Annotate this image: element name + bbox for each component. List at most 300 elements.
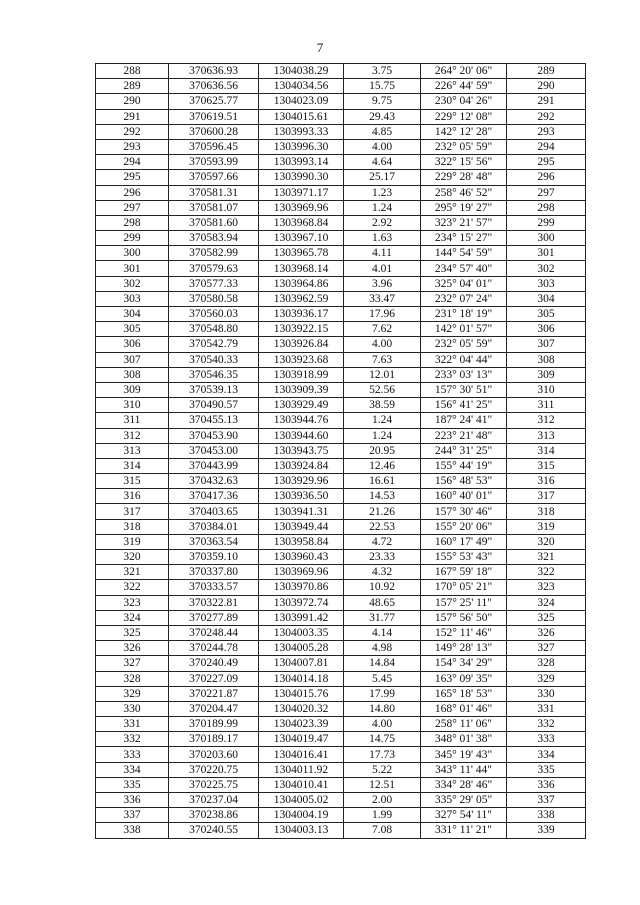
y-coordinate-cell: 1304023.39 [259, 717, 344, 732]
point-from-cell: 310 [96, 398, 169, 413]
x-coordinate-cell: 370443.99 [169, 458, 259, 473]
table-row [96, 565, 586, 580]
bearing-cell: 323° 21' 57" [421, 215, 507, 230]
table-row [96, 276, 586, 291]
point-to-cell: 327 [507, 641, 586, 656]
point-from-cell: 326 [96, 641, 169, 656]
table-row [96, 155, 586, 170]
point-to-cell: 315 [507, 458, 586, 473]
table-row [96, 656, 586, 671]
table-row [96, 322, 586, 337]
distance-cell: 17.96 [344, 307, 421, 322]
y-coordinate-cell: 1303923.68 [259, 352, 344, 367]
x-coordinate-cell: 370560.03 [169, 307, 259, 322]
bearing-cell: 229° 12' 08" [421, 109, 507, 124]
distance-cell: 4.64 [344, 155, 421, 170]
page-number: 7 [316, 40, 324, 55]
distance-cell: 14.84 [344, 656, 421, 671]
bearing-cell: 334° 28' 46" [421, 777, 507, 792]
y-coordinate-cell: 1303996.30 [259, 139, 344, 154]
table-row [96, 777, 586, 792]
y-coordinate-cell: 1304019.47 [259, 732, 344, 747]
point-from-cell: 295 [96, 170, 169, 185]
coordinates-table [95, 63, 586, 839]
distance-cell: 4.01 [344, 261, 421, 276]
point-from-cell: 303 [96, 291, 169, 306]
bearing-cell: 168° 01' 46" [421, 701, 507, 716]
y-coordinate-cell: 1303941.31 [259, 504, 344, 519]
x-coordinate-cell: 370581.31 [169, 185, 259, 200]
bearing-cell: 234° 57' 40" [421, 261, 507, 276]
point-from-cell: 296 [96, 185, 169, 200]
bearing-cell: 142° 12' 28" [421, 124, 507, 139]
bearing-cell: 163° 09' 35" [421, 671, 507, 686]
point-to-cell: 333 [507, 732, 586, 747]
distance-cell: 14.80 [344, 701, 421, 716]
x-coordinate-cell: 370337.80 [169, 565, 259, 580]
y-coordinate-cell: 1303944.76 [259, 413, 344, 428]
table-body [96, 64, 586, 839]
table-row [96, 337, 586, 352]
table-row [96, 261, 586, 276]
point-to-cell: 291 [507, 94, 586, 109]
distance-cell: 1.63 [344, 231, 421, 246]
y-coordinate-cell: 1303991.42 [259, 610, 344, 625]
point-from-cell: 329 [96, 686, 169, 701]
y-coordinate-cell: 1303926.84 [259, 337, 344, 352]
x-coordinate-cell: 370244.78 [169, 641, 259, 656]
point-from-cell: 317 [96, 504, 169, 519]
point-from-cell: 324 [96, 610, 169, 625]
point-from-cell: 291 [96, 109, 169, 124]
x-coordinate-cell: 370597.66 [169, 170, 259, 185]
x-coordinate-cell: 370625.77 [169, 94, 259, 109]
x-coordinate-cell: 370333.57 [169, 580, 259, 595]
distance-cell: 4.72 [344, 534, 421, 549]
x-coordinate-cell: 370619.51 [169, 109, 259, 124]
bearing-cell: 234° 15' 27" [421, 231, 507, 246]
point-from-cell: 288 [96, 64, 169, 79]
table-row [96, 762, 586, 777]
point-to-cell: 318 [507, 504, 586, 519]
point-to-cell: 314 [507, 443, 586, 458]
bearing-cell: 144° 54' 59" [421, 246, 507, 261]
distance-cell: 38.59 [344, 398, 421, 413]
bearing-cell: 157° 25' 11" [421, 595, 507, 610]
bearing-cell: 331° 11' 21" [421, 823, 507, 838]
table-row [96, 109, 586, 124]
x-coordinate-cell: 370579.63 [169, 261, 259, 276]
point-to-cell: 313 [507, 428, 586, 443]
table-row [96, 170, 586, 185]
x-coordinate-cell: 370189.99 [169, 717, 259, 732]
distance-cell: 1.24 [344, 413, 421, 428]
bearing-cell: 258° 46' 52" [421, 185, 507, 200]
distance-cell: 7.62 [344, 322, 421, 337]
distance-cell: 20.95 [344, 443, 421, 458]
table-row [96, 413, 586, 428]
table-row [96, 686, 586, 701]
y-coordinate-cell: 1303965.78 [259, 246, 344, 261]
y-coordinate-cell: 1304034.56 [259, 79, 344, 94]
point-from-cell: 336 [96, 793, 169, 808]
distance-cell: 9.75 [344, 94, 421, 109]
point-to-cell: 310 [507, 382, 586, 397]
distance-cell: 1.99 [344, 808, 421, 823]
point-to-cell: 337 [507, 793, 586, 808]
bearing-cell: 155° 20' 06" [421, 519, 507, 534]
table-row [96, 519, 586, 534]
point-to-cell: 292 [507, 109, 586, 124]
x-coordinate-cell: 370636.56 [169, 79, 259, 94]
distance-cell: 31.77 [344, 610, 421, 625]
y-coordinate-cell: 1303936.50 [259, 489, 344, 504]
y-coordinate-cell: 1304015.61 [259, 109, 344, 124]
y-coordinate-cell: 1303967.10 [259, 231, 344, 246]
y-coordinate-cell: 1304014.18 [259, 671, 344, 686]
distance-cell: 22.53 [344, 519, 421, 534]
table-row [96, 124, 586, 139]
distance-cell: 5.45 [344, 671, 421, 686]
point-from-cell: 308 [96, 367, 169, 382]
distance-cell: 2.92 [344, 215, 421, 230]
distance-cell: 2.00 [344, 793, 421, 808]
distance-cell: 12.51 [344, 777, 421, 792]
bearing-cell: 165° 18' 53" [421, 686, 507, 701]
table-row [96, 595, 586, 610]
table-row [96, 808, 586, 823]
y-coordinate-cell: 1303970.86 [259, 580, 344, 595]
x-coordinate-cell: 370225.75 [169, 777, 259, 792]
bearing-cell: 226° 44' 59" [421, 79, 507, 94]
distance-cell: 33.47 [344, 291, 421, 306]
point-from-cell: 306 [96, 337, 169, 352]
x-coordinate-cell: 370220.75 [169, 762, 259, 777]
distance-cell: 12.01 [344, 367, 421, 382]
distance-cell: 14.53 [344, 489, 421, 504]
table-row [96, 580, 586, 595]
table-row [96, 398, 586, 413]
table-row [96, 246, 586, 261]
table-row [96, 428, 586, 443]
distance-cell: 4.14 [344, 625, 421, 640]
bearing-cell: 322° 15' 56" [421, 155, 507, 170]
point-to-cell: 289 [507, 64, 586, 79]
y-coordinate-cell: 1303944.60 [259, 428, 344, 443]
point-to-cell: 309 [507, 367, 586, 382]
distance-cell: 1.23 [344, 185, 421, 200]
distance-cell: 4.32 [344, 565, 421, 580]
point-from-cell: 335 [96, 777, 169, 792]
point-from-cell: 338 [96, 823, 169, 838]
bearing-cell: 170° 05' 21" [421, 580, 507, 595]
point-from-cell: 327 [96, 656, 169, 671]
table-row [96, 367, 586, 382]
table-row [96, 139, 586, 154]
y-coordinate-cell: 1304007.81 [259, 656, 344, 671]
y-coordinate-cell: 1304023.09 [259, 94, 344, 109]
bearing-cell: 327° 54' 11" [421, 808, 507, 823]
x-coordinate-cell: 370203.60 [169, 747, 259, 762]
distance-cell: 25.17 [344, 170, 421, 185]
y-coordinate-cell: 1303993.33 [259, 124, 344, 139]
x-coordinate-cell: 370432.63 [169, 474, 259, 489]
point-from-cell: 304 [96, 307, 169, 322]
x-coordinate-cell: 370455.13 [169, 413, 259, 428]
table-row [96, 231, 586, 246]
point-from-cell: 294 [96, 155, 169, 170]
x-coordinate-cell: 370581.60 [169, 215, 259, 230]
point-to-cell: 317 [507, 489, 586, 504]
distance-cell: 17.73 [344, 747, 421, 762]
table-row [96, 215, 586, 230]
bearing-cell: 348° 01' 38" [421, 732, 507, 747]
bearing-cell: 223° 21' 48" [421, 428, 507, 443]
bearing-cell: 157° 30' 46" [421, 504, 507, 519]
distance-cell: 16.61 [344, 474, 421, 489]
distance-cell: 1.24 [344, 428, 421, 443]
x-coordinate-cell: 370577.33 [169, 276, 259, 291]
table-row [96, 352, 586, 367]
x-coordinate-cell: 370490.57 [169, 398, 259, 413]
point-to-cell: 301 [507, 246, 586, 261]
point-from-cell: 300 [96, 246, 169, 261]
table-row [96, 291, 586, 306]
y-coordinate-cell: 1303969.96 [259, 200, 344, 215]
y-coordinate-cell: 1303962.59 [259, 291, 344, 306]
point-to-cell: 322 [507, 565, 586, 580]
point-to-cell: 316 [507, 474, 586, 489]
table-row [96, 489, 586, 504]
y-coordinate-cell: 1303990.30 [259, 170, 344, 185]
distance-cell: 7.08 [344, 823, 421, 838]
y-coordinate-cell: 1303993.14 [259, 155, 344, 170]
distance-cell: 4.98 [344, 641, 421, 656]
y-coordinate-cell: 1303909.39 [259, 382, 344, 397]
point-to-cell: 307 [507, 337, 586, 352]
bearing-cell: 229° 28' 48" [421, 170, 507, 185]
table-row [96, 307, 586, 322]
distance-cell: 10.92 [344, 580, 421, 595]
distance-cell: 21.26 [344, 504, 421, 519]
point-to-cell: 293 [507, 124, 586, 139]
point-from-cell: 299 [96, 231, 169, 246]
point-from-cell: 325 [96, 625, 169, 640]
point-to-cell: 332 [507, 717, 586, 732]
x-coordinate-cell: 370548.80 [169, 322, 259, 337]
bearing-cell: 244° 31' 25" [421, 443, 507, 458]
point-from-cell: 290 [96, 94, 169, 109]
table-row [96, 671, 586, 686]
x-coordinate-cell: 370322.81 [169, 595, 259, 610]
point-from-cell: 316 [96, 489, 169, 504]
point-from-cell: 289 [96, 79, 169, 94]
point-to-cell: 323 [507, 580, 586, 595]
point-to-cell: 295 [507, 155, 586, 170]
point-from-cell: 298 [96, 215, 169, 230]
bearing-cell: 160° 40' 01" [421, 489, 507, 504]
point-to-cell: 334 [507, 747, 586, 762]
point-from-cell: 334 [96, 762, 169, 777]
point-to-cell: 294 [507, 139, 586, 154]
y-coordinate-cell: 1303924.84 [259, 458, 344, 473]
distance-cell: 4.85 [344, 124, 421, 139]
table-row [96, 550, 586, 565]
point-from-cell: 323 [96, 595, 169, 610]
bearing-cell: 142° 01' 57" [421, 322, 507, 337]
y-coordinate-cell: 1304010.41 [259, 777, 344, 792]
x-coordinate-cell: 370542.79 [169, 337, 259, 352]
bearing-cell: 325° 04' 01" [421, 276, 507, 291]
y-coordinate-cell: 1303929.49 [259, 398, 344, 413]
point-from-cell: 297 [96, 200, 169, 215]
point-from-cell: 307 [96, 352, 169, 367]
x-coordinate-cell: 370221.87 [169, 686, 259, 701]
bearing-cell: 295° 19' 27" [421, 200, 507, 215]
point-to-cell: 320 [507, 534, 586, 549]
x-coordinate-cell: 370582.99 [169, 246, 259, 261]
y-coordinate-cell: 1303968.14 [259, 261, 344, 276]
point-to-cell: 336 [507, 777, 586, 792]
bearing-cell: 345° 19' 43" [421, 747, 507, 762]
table-row [96, 200, 586, 215]
x-coordinate-cell: 370384.01 [169, 519, 259, 534]
point-from-cell: 333 [96, 747, 169, 762]
bearing-cell: 156° 48' 53" [421, 474, 507, 489]
table-row [96, 382, 586, 397]
point-to-cell: 300 [507, 231, 586, 246]
bearing-cell: 157° 30' 51" [421, 382, 507, 397]
y-coordinate-cell: 1304011.92 [259, 762, 344, 777]
x-coordinate-cell: 370359.10 [169, 550, 259, 565]
table-row [96, 534, 586, 549]
x-coordinate-cell: 370600.28 [169, 124, 259, 139]
y-coordinate-cell: 1304003.35 [259, 625, 344, 640]
bearing-cell: 232° 05' 59" [421, 337, 507, 352]
x-coordinate-cell: 370540.33 [169, 352, 259, 367]
bearing-cell: 152° 11' 46" [421, 625, 507, 640]
x-coordinate-cell: 370238.86 [169, 808, 259, 823]
x-coordinate-cell: 370546.35 [169, 367, 259, 382]
distance-cell: 4.11 [344, 246, 421, 261]
y-coordinate-cell: 1303969.96 [259, 565, 344, 580]
point-to-cell: 311 [507, 398, 586, 413]
bearing-cell: 231° 18' 19" [421, 307, 507, 322]
point-to-cell: 304 [507, 291, 586, 306]
point-from-cell: 315 [96, 474, 169, 489]
point-from-cell: 322 [96, 580, 169, 595]
y-coordinate-cell: 1304004.19 [259, 808, 344, 823]
point-from-cell: 330 [96, 701, 169, 716]
table-row [96, 94, 586, 109]
y-coordinate-cell: 1304003.13 [259, 823, 344, 838]
distance-cell: 14.75 [344, 732, 421, 747]
point-from-cell: 337 [96, 808, 169, 823]
bearing-cell: 232° 05' 59" [421, 139, 507, 154]
y-coordinate-cell: 1303936.17 [259, 307, 344, 322]
y-coordinate-cell: 1303943.75 [259, 443, 344, 458]
point-from-cell: 305 [96, 322, 169, 337]
distance-cell: 52.56 [344, 382, 421, 397]
bearing-cell: 230° 04' 26" [421, 94, 507, 109]
x-coordinate-cell: 370204.47 [169, 701, 259, 716]
x-coordinate-cell: 370453.90 [169, 428, 259, 443]
point-from-cell: 318 [96, 519, 169, 534]
table-row [96, 641, 586, 656]
distance-cell: 29.43 [344, 109, 421, 124]
bearing-cell: 154° 34' 29" [421, 656, 507, 671]
x-coordinate-cell: 370593.99 [169, 155, 259, 170]
x-coordinate-cell: 370240.49 [169, 656, 259, 671]
bearing-cell: 157° 56' 50" [421, 610, 507, 625]
distance-cell: 12.46 [344, 458, 421, 473]
point-to-cell: 326 [507, 625, 586, 640]
bearing-cell: 258° 11' 06" [421, 717, 507, 732]
point-to-cell: 298 [507, 200, 586, 215]
bearing-cell: 335° 29' 05" [421, 793, 507, 808]
point-from-cell: 314 [96, 458, 169, 473]
y-coordinate-cell: 1303960.43 [259, 550, 344, 565]
distance-cell: 4.00 [344, 139, 421, 154]
point-to-cell: 338 [507, 808, 586, 823]
point-to-cell: 302 [507, 261, 586, 276]
y-coordinate-cell: 1303929.96 [259, 474, 344, 489]
distance-cell: 4.00 [344, 337, 421, 352]
bearing-cell: 233° 03' 13" [421, 367, 507, 382]
x-coordinate-cell: 370403.65 [169, 504, 259, 519]
x-coordinate-cell: 370189.17 [169, 732, 259, 747]
point-from-cell: 319 [96, 534, 169, 549]
distance-cell: 7.63 [344, 352, 421, 367]
point-from-cell: 293 [96, 139, 169, 154]
point-to-cell: 296 [507, 170, 586, 185]
distance-cell: 1.24 [344, 200, 421, 215]
x-coordinate-cell: 370453.00 [169, 443, 259, 458]
point-to-cell: 299 [507, 215, 586, 230]
point-to-cell: 335 [507, 762, 586, 777]
point-to-cell: 330 [507, 686, 586, 701]
x-coordinate-cell: 370539.13 [169, 382, 259, 397]
point-from-cell: 309 [96, 382, 169, 397]
y-coordinate-cell: 1303964.86 [259, 276, 344, 291]
table-row [96, 79, 586, 94]
point-to-cell: 319 [507, 519, 586, 534]
x-coordinate-cell: 370583.94 [169, 231, 259, 246]
table-row [96, 793, 586, 808]
bearing-cell: 156° 41' 25" [421, 398, 507, 413]
point-to-cell: 324 [507, 595, 586, 610]
y-coordinate-cell: 1303968.84 [259, 215, 344, 230]
bearing-cell: 149° 28' 13" [421, 641, 507, 656]
bearing-cell: 322° 04' 44" [421, 352, 507, 367]
distance-cell: 4.00 [344, 717, 421, 732]
point-from-cell: 311 [96, 413, 169, 428]
x-coordinate-cell: 370237.04 [169, 793, 259, 808]
distance-cell: 5.22 [344, 762, 421, 777]
y-coordinate-cell: 1303972.74 [259, 595, 344, 610]
x-coordinate-cell: 370227.09 [169, 671, 259, 686]
y-coordinate-cell: 1303922.15 [259, 322, 344, 337]
table-row [96, 747, 586, 762]
x-coordinate-cell: 370277.89 [169, 610, 259, 625]
point-to-cell: 325 [507, 610, 586, 625]
y-coordinate-cell: 1304020.32 [259, 701, 344, 716]
x-coordinate-cell: 370596.45 [169, 139, 259, 154]
point-from-cell: 313 [96, 443, 169, 458]
point-to-cell: 328 [507, 656, 586, 671]
distance-cell: 3.96 [344, 276, 421, 291]
y-coordinate-cell: 1304005.28 [259, 641, 344, 656]
